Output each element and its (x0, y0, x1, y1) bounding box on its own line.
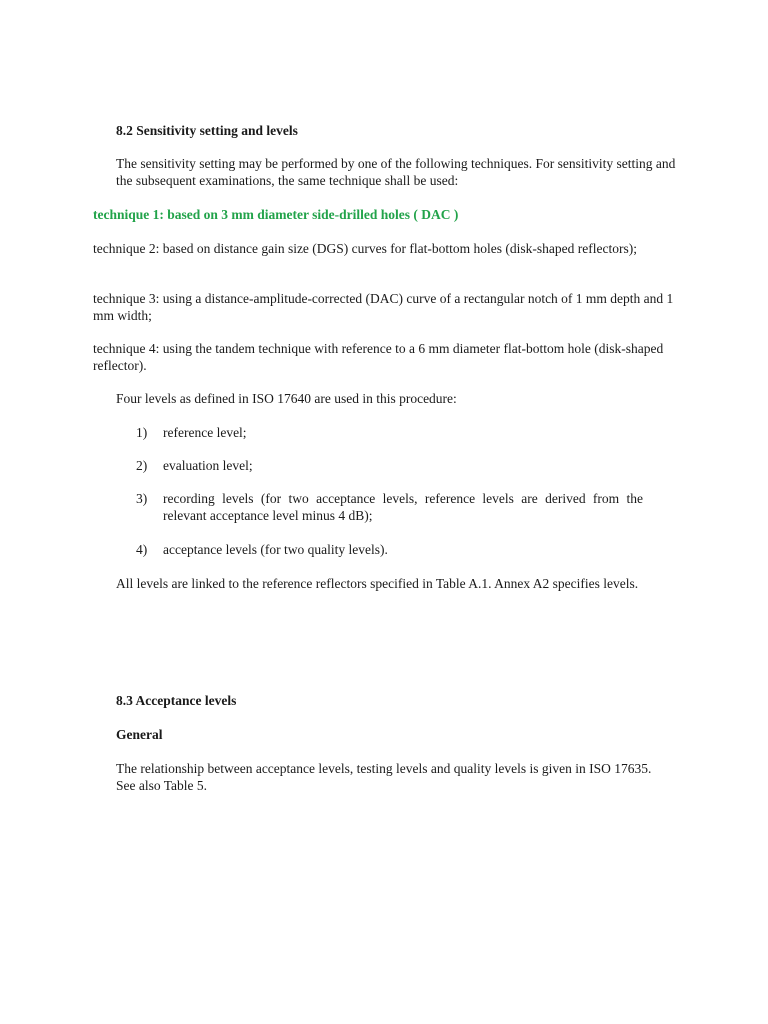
subheading-general: General (116, 727, 163, 742)
technique-2-paragraph: technique 2: based on distance gain size (DGS) curves for flat-bottom holes (disk-shaped reflectors); (93, 241, 637, 256)
list-item-text: acceptance levels (for two quality levels). (163, 542, 388, 557)
section-heading-8-3: 8.3 Acceptance levels (116, 693, 237, 708)
levels-intro-paragraph: Four levels as defined in ISO 17640 are used in this procedure: (116, 391, 457, 406)
intro-paragraph: The sensitivity setting may be performed by one of the following techniques. For sensitivity setting and the subsequent examinations, the same technique shall be used: (116, 156, 676, 188)
list-item-text: reference level; (163, 425, 247, 440)
technique-1-highlighted: technique 1: based on 3 mm diameter side-drilled holes ( DAC ) (93, 207, 459, 222)
acceptance-body-paragraph: The relationship between acceptance levels, testing levels and quality levels is given in ISO 17635. See also Table 5. (116, 761, 652, 793)
list-item-text: recording levels (for two acceptance levels, reference levels are derived from the relevant acceptance level minus 4 dB); (163, 491, 643, 523)
section-heading-8-2: 8.2 Sensitivity setting and levels (116, 123, 298, 138)
list-item-number: 1) (136, 425, 148, 440)
list-item-number: 4) (136, 542, 148, 557)
list-item-number: 2) (136, 458, 148, 473)
technique-3-paragraph: technique 3: using a distance-amplitude-corrected (DAC) curve of a rectangular notch of 1 mm depth and 1 mm width; (93, 291, 674, 323)
levels-note-paragraph: All levels are linked to the reference reflectors specified in Table A.1. Annex A2 specifies levels. (116, 576, 639, 591)
list-item-number: 3) (136, 491, 148, 506)
list-item-text: evaluation level; (163, 458, 253, 473)
technique-4-paragraph: technique 4: using the tandem technique with reference to a 6 mm diameter flat-bottom hole (disk-shaped reflector). (93, 341, 664, 373)
